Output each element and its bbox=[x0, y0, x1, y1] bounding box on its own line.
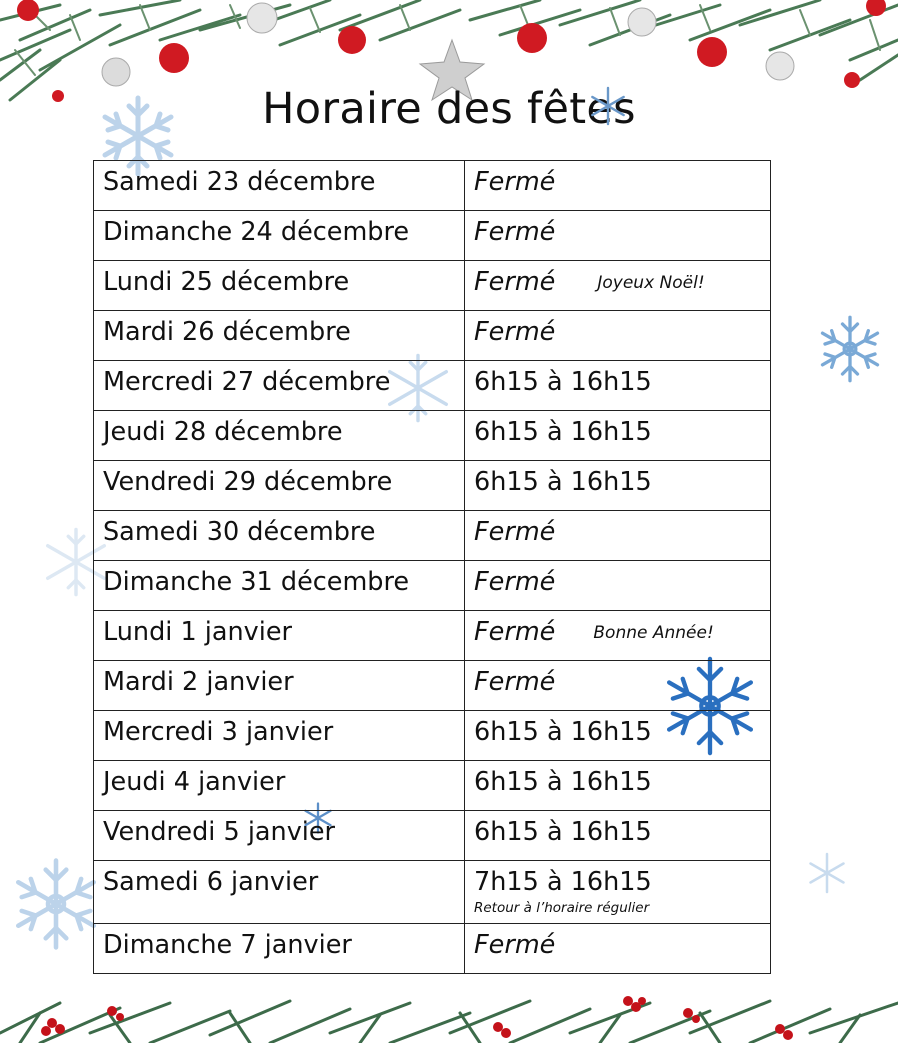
hours-label: 6h15 à 16h15 bbox=[474, 767, 652, 797]
hours-cell bbox=[465, 761, 771, 811]
hours-cell bbox=[465, 561, 771, 611]
table-row bbox=[94, 711, 771, 761]
table-row bbox=[94, 511, 771, 561]
day-cell: Jeudi 28 décembre bbox=[94, 411, 465, 461]
day-cell: Dimanche 24 décembre bbox=[94, 211, 465, 261]
closed-label: Fermé bbox=[474, 517, 556, 547]
day-cell: Mardi 2 janvier bbox=[94, 661, 465, 711]
hours-cell bbox=[465, 311, 771, 361]
table-row bbox=[94, 211, 771, 261]
table-row bbox=[94, 161, 771, 211]
closed-label: Fermé bbox=[474, 317, 556, 347]
hours-cell bbox=[465, 711, 771, 761]
table-row bbox=[94, 461, 771, 511]
snowflake-icon bbox=[806, 852, 848, 894]
table-row bbox=[94, 361, 771, 411]
day-cell: Mardi 26 décembre bbox=[94, 311, 465, 361]
day-cell: Mercredi 3 janvier bbox=[94, 711, 465, 761]
closed-label: Fermé bbox=[474, 667, 556, 697]
pine-icon bbox=[0, 1001, 898, 1043]
day-cell: Vendredi 29 décembre bbox=[94, 461, 465, 511]
holiday-schedule-table bbox=[93, 160, 771, 974]
pine-branches-with-berries bbox=[0, 973, 898, 1043]
hours-cell bbox=[465, 611, 771, 661]
table-row bbox=[94, 661, 771, 711]
day-cell: Lundi 1 janvier bbox=[94, 611, 465, 661]
table-row bbox=[94, 924, 771, 974]
closed-label: Fermé bbox=[474, 167, 556, 197]
table-row bbox=[94, 861, 771, 924]
table-row bbox=[94, 261, 771, 311]
hours-cell bbox=[465, 461, 771, 511]
hours-label: 6h15 à 16h15 bbox=[474, 367, 652, 397]
hours-cell bbox=[465, 411, 771, 461]
day-cell: Dimanche 7 janvier bbox=[94, 924, 465, 974]
hours-label: 6h15 à 16h15 bbox=[474, 467, 652, 497]
snowflake-icon bbox=[815, 314, 885, 384]
snowflake-icon bbox=[588, 86, 628, 126]
closed-label: Fermé bbox=[474, 617, 556, 647]
page-title: Horaire des fêtes bbox=[262, 84, 636, 134]
hours-cell bbox=[465, 811, 771, 861]
hours-cell bbox=[465, 924, 771, 974]
schedule-note: Retour à l’horaire régulier bbox=[474, 900, 650, 916]
table-row bbox=[94, 761, 771, 811]
hours-label: 7h15 à 16h15 bbox=[474, 867, 652, 897]
closed-label: Fermé bbox=[474, 567, 556, 597]
table-row bbox=[94, 811, 771, 861]
hours-cell bbox=[465, 861, 771, 924]
hours-cell bbox=[465, 511, 771, 561]
day-cell: Mercredi 27 décembre bbox=[94, 361, 465, 411]
closed-label: Fermé bbox=[474, 217, 556, 247]
hours-label: 6h15 à 16h15 bbox=[474, 417, 652, 447]
hours-label: 6h15 à 16h15 bbox=[474, 817, 652, 847]
hours-cell bbox=[465, 161, 771, 211]
day-cell: Dimanche 31 décembre bbox=[94, 561, 465, 611]
table-row bbox=[94, 561, 771, 611]
snowflake-icon bbox=[8, 856, 104, 952]
day-cell: Samedi 30 décembre bbox=[94, 511, 465, 561]
day-cell: Jeudi 4 janvier bbox=[94, 761, 465, 811]
greeting-note: Joyeux Noël! bbox=[597, 273, 705, 293]
closed-label: Fermé bbox=[474, 930, 556, 960]
table-row bbox=[94, 411, 771, 461]
hours-cell bbox=[465, 211, 771, 261]
day-cell: Samedi 23 décembre bbox=[94, 161, 465, 211]
closed-label: Fermé bbox=[474, 267, 556, 297]
greeting-note: Bonne Année! bbox=[593, 623, 714, 643]
day-cell: Vendredi 5 janvier bbox=[94, 811, 465, 861]
day-cell: Lundi 25 décembre bbox=[94, 261, 465, 311]
table-row bbox=[94, 311, 771, 361]
day-cell: Samedi 6 janvier bbox=[94, 861, 465, 924]
hours-cell bbox=[465, 261, 771, 311]
hours-cell bbox=[465, 361, 771, 411]
table-row bbox=[94, 611, 771, 661]
hours-label: 6h15 à 16h15 bbox=[474, 717, 652, 747]
hours-cell bbox=[465, 661, 771, 711]
